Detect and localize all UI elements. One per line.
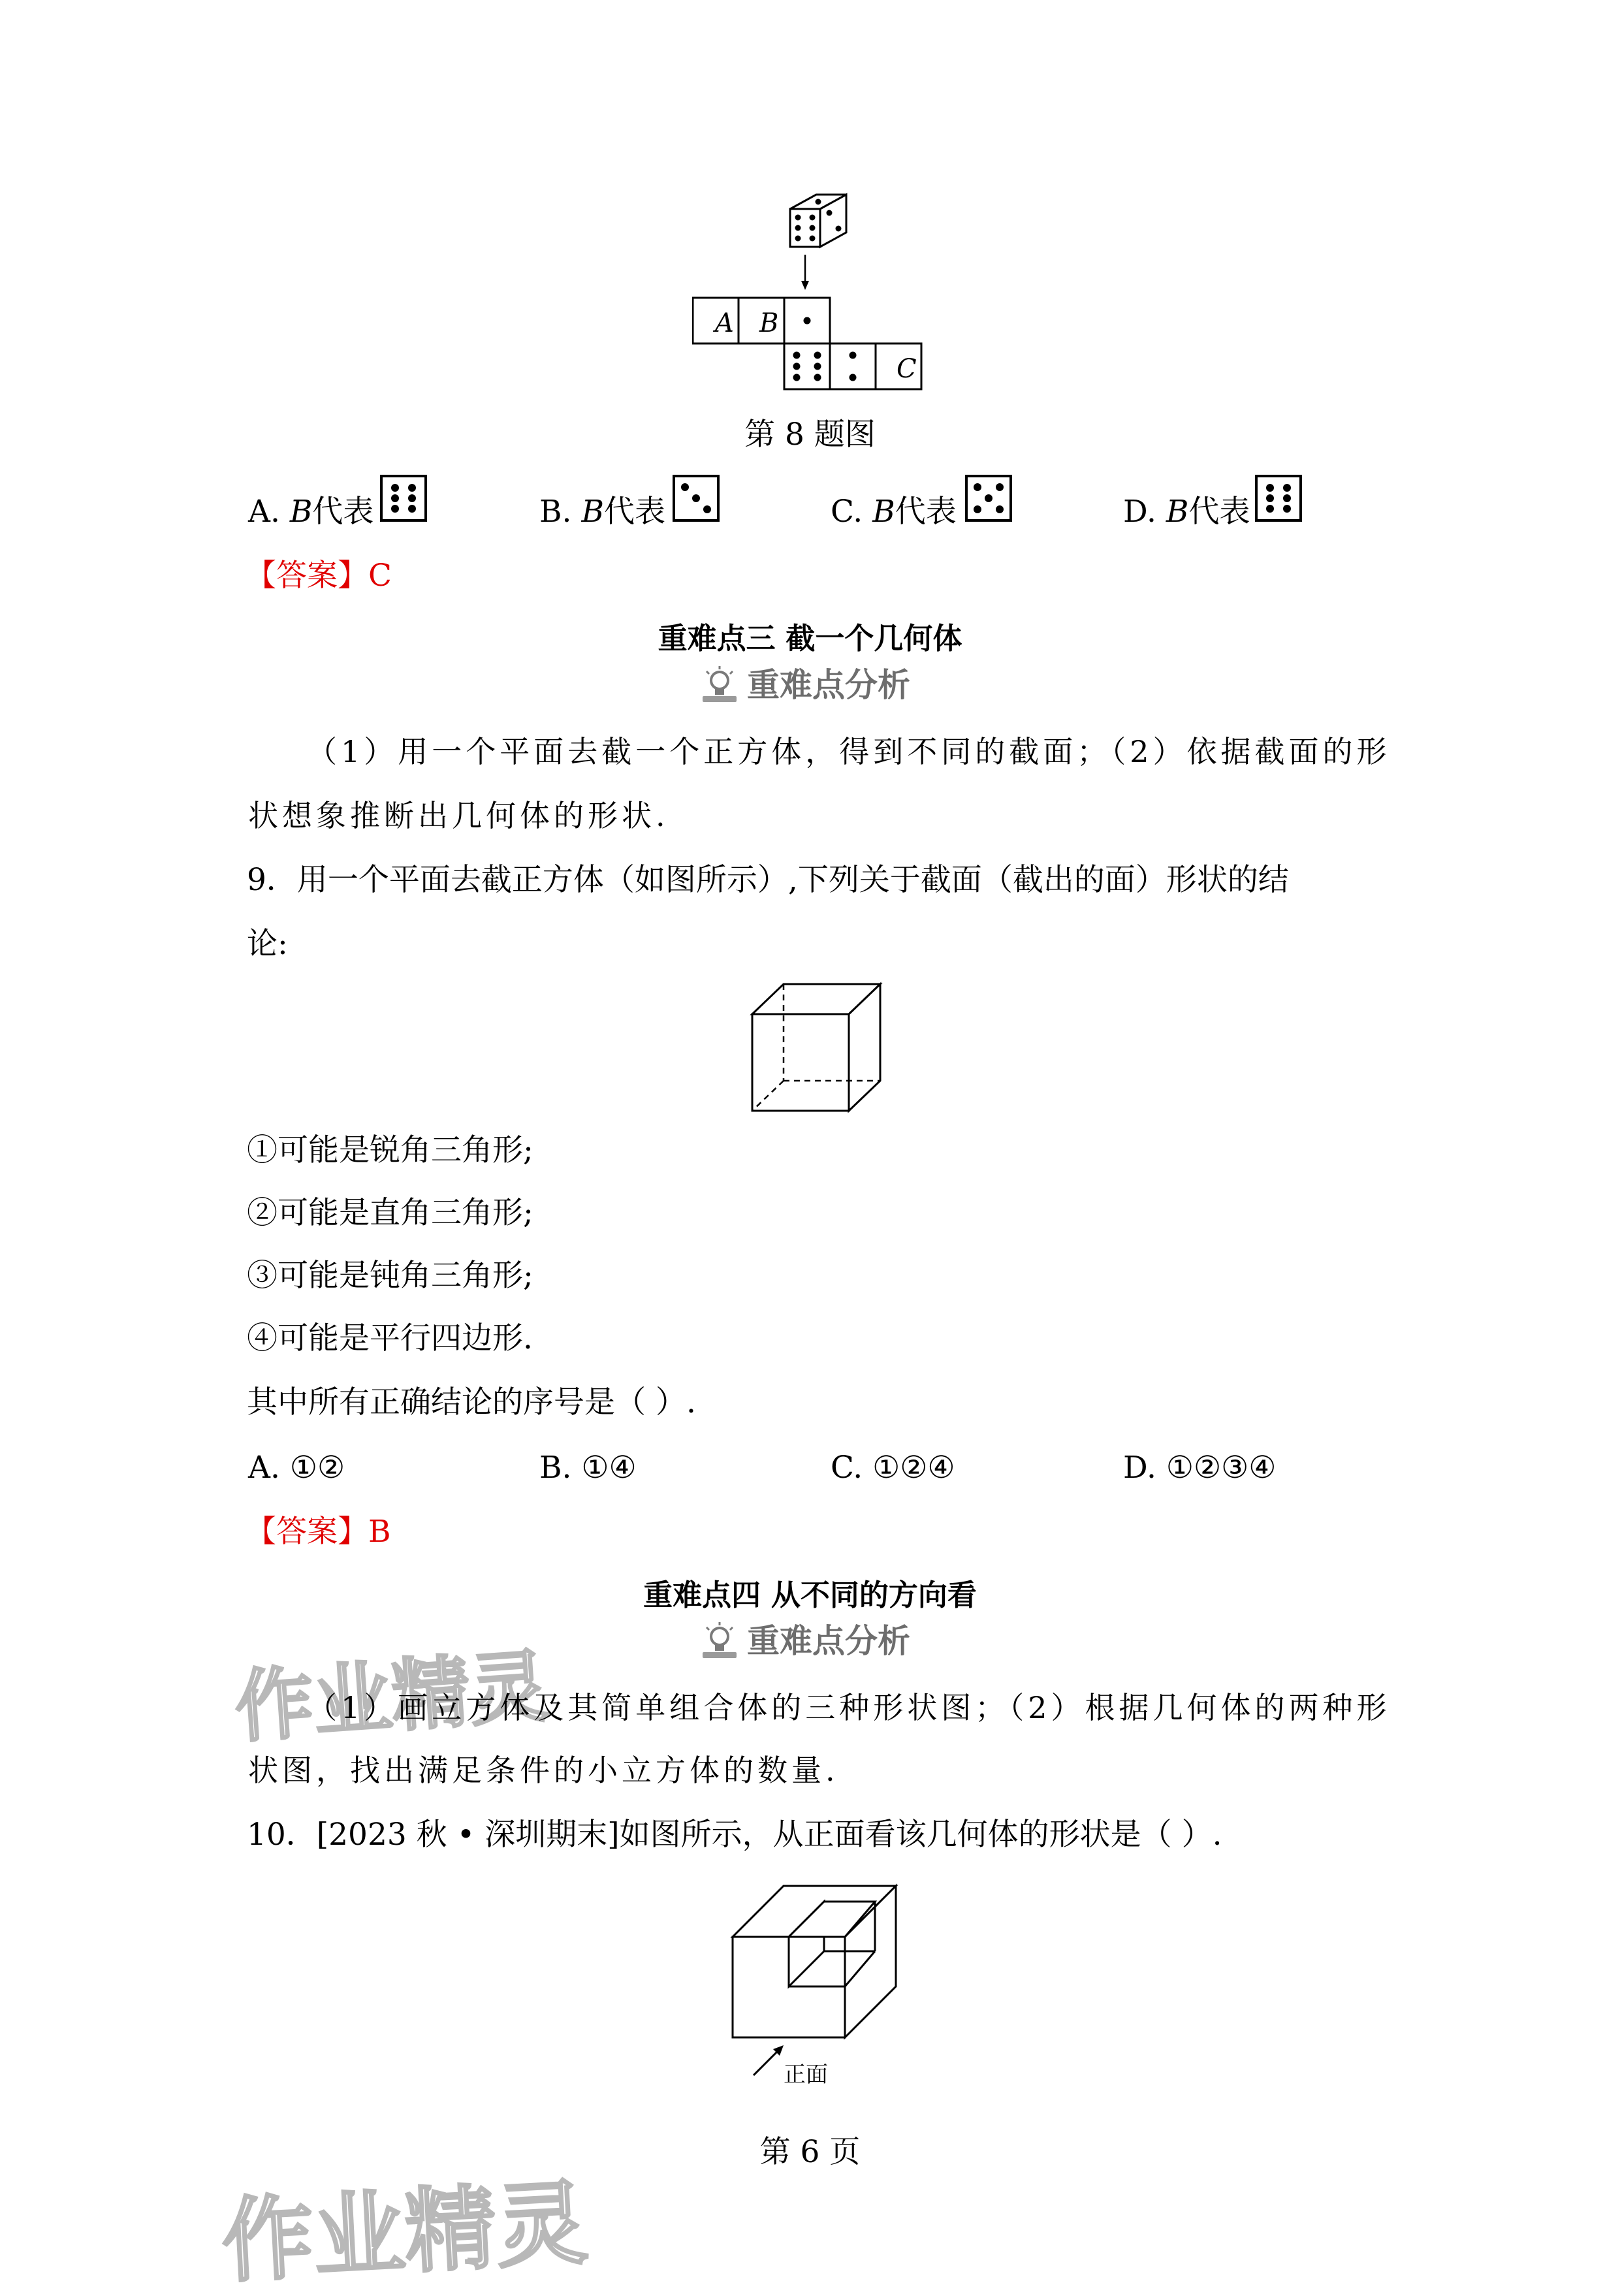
section4-analysis-line2: 状图，找出满足条件的小立方体的数量.	[248, 1753, 839, 1788]
q9-stem-line1: 9．用一个平面去截正方体（如图所示）,下列关于截面（截出的面）形状的结	[247, 862, 1289, 898]
section3-badge: 重难点分析	[747, 666, 910, 704]
net-label-b: B	[759, 308, 779, 338]
cube-figure	[744, 976, 888, 1120]
die-six-icon	[380, 475, 427, 522]
q9-statement-4: ④可能是平行四边形.	[247, 1320, 533, 1356]
section4-analysis-line1: （1）画立方体及其简单组合体的三种形状图；（2）根据几何体的两种形	[307, 1690, 1391, 1725]
lightbulb-icon	[699, 663, 740, 705]
die-six-icon	[1255, 475, 1302, 522]
section3-title: 重难点三 截一个几何体	[658, 621, 962, 656]
q9-statement-1: ①可能是锐角三角形;	[247, 1132, 533, 1168]
watermark-bottom: 作业精灵	[219, 2170, 590, 2296]
q8-option-b: B. B代表	[539, 494, 665, 530]
q9-statement-3: ③可能是钝角三角形;	[247, 1258, 533, 1294]
lightbulb-icon	[699, 1619, 740, 1661]
section4-badge: 重难点分析	[747, 1622, 910, 1660]
die-three-icon	[673, 475, 720, 522]
q9-stem-line2: 论:	[247, 926, 288, 962]
net-label-a: A	[715, 308, 734, 338]
q10-front-label: 正面	[784, 2062, 828, 2088]
page-number: 第 6 页	[759, 2134, 861, 2170]
section3-analysis-line2: 状想象推断出几何体的形状.	[248, 798, 669, 833]
q9-option-a: A. ①②	[248, 1450, 345, 1486]
q8-option-a: A. B代表	[248, 494, 374, 530]
q9-option-d: D. ①②③④	[1123, 1450, 1277, 1486]
q8-caption: 第 8 题图	[744, 417, 876, 453]
q10-stem: 10．[2023 秋 • 深圳期末]如图所示，从正面看该几何体的形状是（ ）.	[247, 1817, 1222, 1853]
q8-answer: 【答案】C	[246, 558, 392, 594]
die-five-icon	[965, 475, 1012, 522]
section3-analysis-line1: （1）用一个平面去截一个正方体，得到不同的截面；（2）依据截面的形	[307, 734, 1391, 769]
q9-option-c: C. ①②④	[831, 1450, 955, 1486]
q9-statement-2: ②可能是直角三角形;	[247, 1195, 533, 1231]
solid-figure	[725, 1872, 901, 2081]
q8-option-d: D. B代表	[1123, 494, 1250, 530]
q9-question: 其中所有正确结论的序号是（ ）.	[247, 1384, 696, 1420]
q9-option-b: B. ①④	[539, 1450, 637, 1486]
section4-title: 重难点四 从不同的方向看	[643, 1578, 977, 1612]
watermark-middle: 作业精灵	[232, 1641, 552, 1754]
q9-answer: 【答案】B	[246, 1514, 391, 1550]
q8-option-c: C. B代表	[831, 494, 957, 530]
net-label-c: C	[897, 354, 917, 384]
